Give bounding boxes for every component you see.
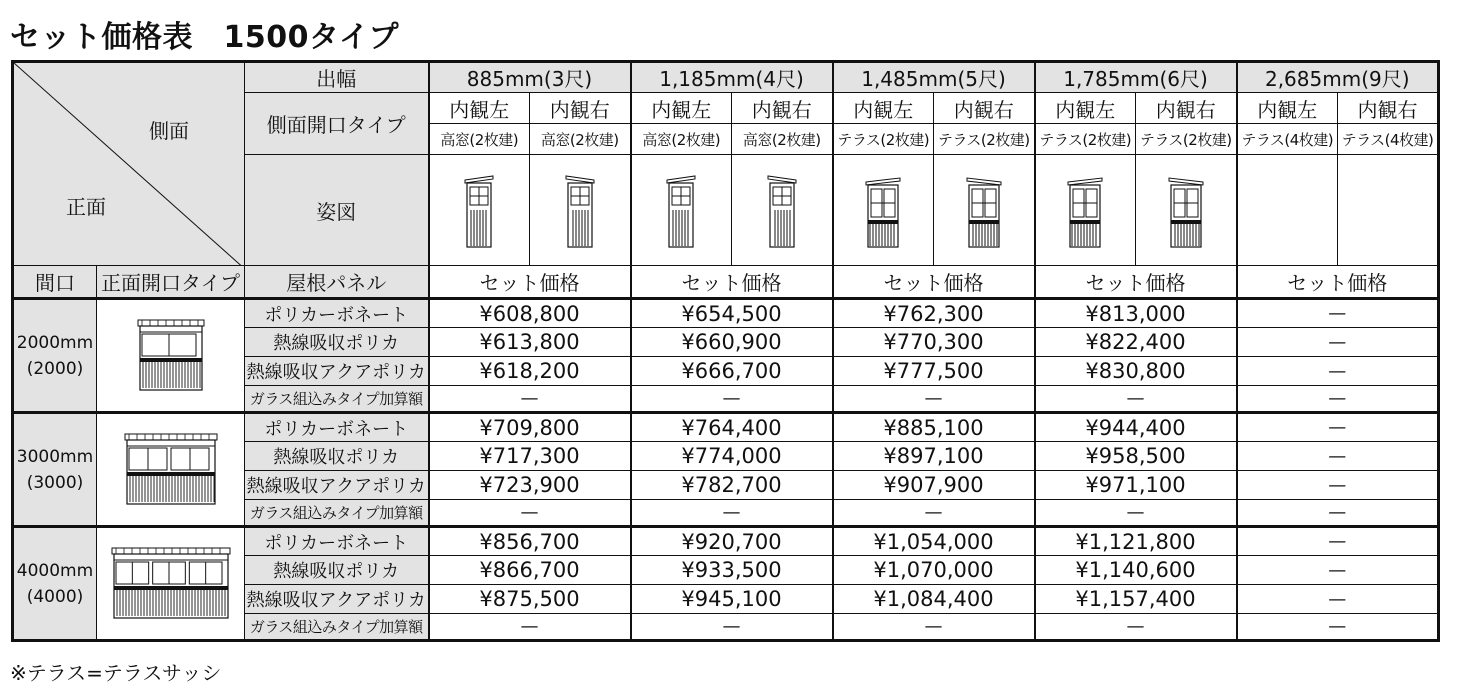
opening-type-right-5: テラス(4枚建): [1338, 124, 1439, 155]
width-header-3: 1,485mm(5尺): [833, 62, 1035, 93]
set-price-header-4: セット価格: [1035, 266, 1237, 299]
front-figure-cell-1: [97, 299, 245, 413]
price-cell: ¥958,500: [1035, 442, 1237, 471]
terrace-sash-left-icon: [834, 170, 934, 250]
view-right-2: 内観右: [732, 93, 833, 124]
price-cell: —: [1035, 386, 1237, 413]
price-cell: —: [833, 386, 1035, 413]
figure-cell-4-right: [1136, 155, 1237, 266]
width-header: 出幅: [245, 62, 429, 93]
frontage-size-label: 4000mm: [16, 560, 94, 581]
opening-type-right-1: 高窓(2枚建): [530, 124, 631, 155]
figure-cell-5-right: [1338, 155, 1439, 266]
price-cell: ¥933,500: [631, 556, 833, 585]
view-left-2: 内観左: [631, 93, 732, 124]
roof-panel-label: ポリカーボネート: [245, 527, 429, 556]
price-cell: ¥723,900: [429, 471, 631, 500]
footnote: ※テラス=テラスサッシ: [10, 661, 222, 685]
roof-panel-header: 屋根パネル: [245, 266, 429, 299]
price-cell: ¥717,300: [429, 442, 631, 471]
price-cell: —: [1035, 614, 1237, 641]
figure-cell-5-left: [1237, 155, 1338, 266]
front-elevation-2000-icon: [97, 318, 244, 394]
price-cell: —: [429, 500, 631, 527]
view-right-3: 内観右: [934, 93, 1035, 124]
price-cell: —: [1237, 471, 1439, 500]
price-row: [13, 413, 1439, 442]
figure-cell-2-right: [732, 155, 833, 266]
corner-header: [13, 62, 245, 266]
price-cell: ¥866,700: [429, 556, 631, 585]
price-cell: ¥782,700: [631, 471, 833, 500]
price-cell: —: [1237, 357, 1439, 386]
price-row: [13, 299, 1439, 328]
frontage-size-sub: (4000): [26, 586, 84, 607]
price-cell: —: [833, 500, 1035, 527]
price-cell: ¥1,084,400: [833, 585, 1035, 614]
front-figure-cell-2: [97, 413, 245, 527]
tall-window-door-left-icon: [632, 170, 732, 250]
roof-panel-label: ガラス組込みタイプ加算額: [245, 500, 429, 527]
tall-window-door-left-icon: [430, 170, 530, 250]
price-cell: —: [1237, 500, 1439, 527]
roof-panel-label: 熱線吸収ポリカ: [245, 442, 429, 471]
price-cell: —: [1237, 527, 1439, 556]
price-cell: ¥1,140,600: [1035, 556, 1237, 585]
frontage-header: 間口: [13, 266, 97, 299]
tall-window-door-right-icon: [530, 170, 630, 250]
roof-panel-label: 熱線吸収ポリカ: [245, 556, 429, 585]
price-cell: ¥1,121,800: [1035, 527, 1237, 556]
width-header-4: 1,785mm(6尺): [1035, 62, 1237, 93]
price-cell: ¥608,800: [429, 299, 631, 328]
terrace-sash-right-icon: [934, 170, 1034, 250]
figure-cell-1-left: [429, 155, 530, 266]
view-right-5: 内観右: [1338, 93, 1439, 124]
price-cell: ¥856,700: [429, 527, 631, 556]
opening-type-left-1: 高窓(2枚建): [429, 124, 530, 155]
front-figure-cell-3: [97, 527, 245, 641]
frontage-size-1: [13, 299, 97, 413]
set-price-header-1: セット価格: [429, 266, 631, 299]
price-cell: —: [1237, 442, 1439, 471]
figure-cell-2-left: [631, 155, 732, 266]
roof-panel-label: 熱線吸収ポリカ: [245, 328, 429, 357]
frontage-size-sub: (3000): [26, 472, 84, 493]
price-cell: ¥613,800: [429, 328, 631, 357]
price-cell: ¥885,100: [833, 413, 1035, 442]
price-cell: ¥777,500: [833, 357, 1035, 386]
price-cell: ¥618,200: [429, 357, 631, 386]
side-label: 側面: [149, 119, 189, 143]
width-header-5: 2,685mm(9尺): [1237, 62, 1439, 93]
set-price-header-3: セット価格: [833, 266, 1035, 299]
front-label: 正面: [66, 195, 106, 219]
price-cell: —: [1237, 328, 1439, 357]
price-cell: ¥1,054,000: [833, 527, 1035, 556]
roof-panel-label: ポリカーボネート: [245, 299, 429, 328]
diagonal-line: [14, 63, 245, 266]
roof-panel-label: 熱線吸収アクアポリカ: [245, 585, 429, 614]
figure-cell-4-left: [1035, 155, 1136, 266]
price-cell: ¥920,700: [631, 527, 833, 556]
price-cell: ¥1,157,400: [1035, 585, 1237, 614]
front-opening-header: 正面開口タイプ: [97, 266, 245, 299]
opening-type-right-4: テラス(2枚建): [1136, 124, 1237, 155]
price-cell: ¥709,800: [429, 413, 631, 442]
frontage-size-sub: (2000): [26, 358, 84, 379]
price-row: [13, 527, 1439, 556]
price-cell: —: [1237, 386, 1439, 413]
roof-panel-label: ガラス組込みタイプ加算額: [245, 386, 429, 413]
price-cell: ¥762,300: [833, 299, 1035, 328]
price-cell: ¥897,100: [833, 442, 1035, 471]
view-left-3: 内観左: [833, 93, 934, 124]
frontage-size-3: [13, 527, 97, 641]
price-cell: —: [429, 386, 631, 413]
price-cell: ¥907,900: [833, 471, 1035, 500]
price-cell: —: [1237, 556, 1439, 585]
view-left-5: 内観左: [1237, 93, 1338, 124]
opening-type-left-3: テラス(2枚建): [833, 124, 934, 155]
price-cell: ¥654,500: [631, 299, 833, 328]
price-cell: ¥660,900: [631, 328, 833, 357]
opening-type-right-2: 高窓(2枚建): [732, 124, 833, 155]
frontage-size-label: 3000mm: [16, 446, 94, 467]
price-cell: ¥1,070,000: [833, 556, 1035, 585]
opening-type-left-4: テラス(2枚建): [1035, 124, 1136, 155]
frontage-size-2: [13, 413, 97, 527]
price-cell: ¥944,400: [1035, 413, 1237, 442]
tall-window-door-right-icon: [732, 170, 832, 250]
terrace-sash-left-icon: [1036, 170, 1136, 250]
figure-cell-1-right: [530, 155, 631, 266]
figure-cell-3-right: [934, 155, 1035, 266]
terrace-sash-right-icon: [1136, 170, 1236, 250]
width-header-2: 1,185mm(4尺): [631, 62, 833, 93]
price-cell: —: [631, 386, 833, 413]
roof-panel-label: 熱線吸収アクアポリカ: [245, 357, 429, 386]
price-cell: ¥770,300: [833, 328, 1035, 357]
price-cell: —: [631, 500, 833, 527]
price-cell: ¥830,800: [1035, 357, 1237, 386]
price-cell: ¥875,500: [429, 585, 631, 614]
opening-type-left-2: 高窓(2枚建): [631, 124, 732, 155]
opening-type-left-5: テラス(4枚建): [1237, 124, 1338, 155]
price-cell: ¥945,100: [631, 585, 833, 614]
price-cell: —: [429, 614, 631, 641]
price-cell: —: [1237, 585, 1439, 614]
price-cell: ¥666,700: [631, 357, 833, 386]
width-header-1: 885mm(3尺): [429, 62, 631, 93]
view-right-4: 内観右: [1136, 93, 1237, 124]
side-opening-header: 側面開口タイプ: [245, 93, 429, 155]
price-cell: ¥971,100: [1035, 471, 1237, 500]
frontage-size-label: 2000mm: [16, 332, 94, 353]
price-cell: —: [1237, 413, 1439, 442]
roof-panel-label: 熱線吸収アクアポリカ: [245, 471, 429, 500]
roof-panel-label: ガラス組込みタイプ加算額: [245, 614, 429, 641]
price-cell: —: [1035, 500, 1237, 527]
price-cell: —: [1237, 299, 1439, 328]
opening-type-right-3: テラス(2枚建): [934, 124, 1035, 155]
set-price-header-5: セット価格: [1237, 266, 1439, 299]
set-price-header-2: セット価格: [631, 266, 833, 299]
front-elevation-3000-icon: [97, 432, 244, 508]
price-cell: —: [833, 614, 1035, 641]
view-left-4: 内観左: [1035, 93, 1136, 124]
roof-panel-label: ポリカーボネート: [245, 413, 429, 442]
price-cell: ¥774,000: [631, 442, 833, 471]
price-cell: —: [631, 614, 833, 641]
view-right-1: 内観右: [530, 93, 631, 124]
view-left-1: 内観左: [429, 93, 530, 124]
page-title: セット価格表 1500タイプ: [10, 20, 399, 55]
price-cell: ¥822,400: [1035, 328, 1237, 357]
price-cell: ¥764,400: [631, 413, 833, 442]
figure-header: 姿図: [245, 155, 429, 266]
front-elevation-4000-icon: [97, 546, 244, 622]
price-table: [11, 60, 1440, 642]
price-cell: —: [1237, 614, 1439, 641]
figure-cell-3-left: [833, 155, 934, 266]
price-cell: ¥813,000: [1035, 299, 1237, 328]
